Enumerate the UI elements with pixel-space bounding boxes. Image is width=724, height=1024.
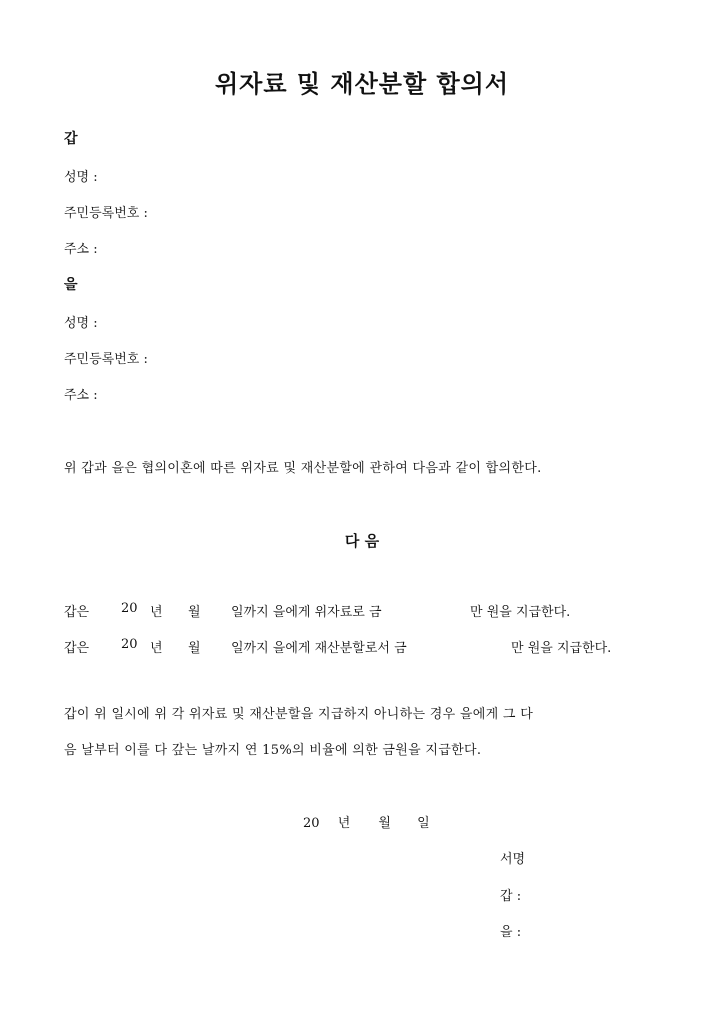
party-b-name-label: 성명 : [64,316,98,331]
clause-2-subject: 갑은 [64,641,90,656]
party-b-heading: 을 [64,277,78,293]
clause-1-amount-text: 만 원을 지급한다. [470,605,571,620]
clause-2-day-text: 일까지 을에게 재산분할로서 금 [231,641,407,656]
signature-party-b-label: 을 : [500,925,522,940]
penalty-line-2: 음 날부터 이를 다 갚는 날까지 연 15%의 비율에 의한 금원을 지급한다. [64,743,482,758]
date-year: 20 [303,816,320,831]
clause-1-year: 20 [121,601,138,616]
date-year-unit: 년 [337,816,351,831]
clause-1-year-unit: 년 [150,605,163,620]
penalty-line-1: 갑이 위 일시에 위 각 위자료 및 재산분할을 지급하지 아니하는 경우 을에게 그 다 [64,707,534,722]
party-a-name-label: 성명 : [64,170,98,185]
clause-2-year: 20 [121,637,138,652]
signature-party-a-label: 갑 : [500,889,522,904]
intro-paragraph: 위 갑과 을은 협의이혼에 따른 위자료 및 재산분할에 관하여 다음과 같이 합의한다. [64,461,542,476]
party-a-heading: 갑 [64,131,78,147]
date-day-unit: 일 [417,816,430,831]
clause-1-subject: 갑은 [64,605,90,620]
clause-1-month-unit: 월 [188,605,201,620]
clause-2-month-unit: 월 [188,641,201,656]
clause-2-year-unit: 년 [150,641,163,656]
date-month-unit: 월 [378,816,391,831]
clause-1-day-text: 일까지 을에게 위자료로 금 [231,605,382,620]
party-a-address-label: 주소 : [64,242,98,257]
party-b-address-label: 주소 : [64,388,98,403]
document-title: 위자료 및 재산분할 합의서 [214,69,510,98]
party-a-id-label: 주민등록번호 : [64,206,148,221]
signature-heading: 서명 [500,852,526,867]
clause-2-amount-text: 만 원을 지급한다. [511,641,612,656]
next-heading: 다 음 [344,532,380,550]
party-b-id-label: 주민등록번호 : [64,352,148,367]
signing-date [303,812,430,831]
